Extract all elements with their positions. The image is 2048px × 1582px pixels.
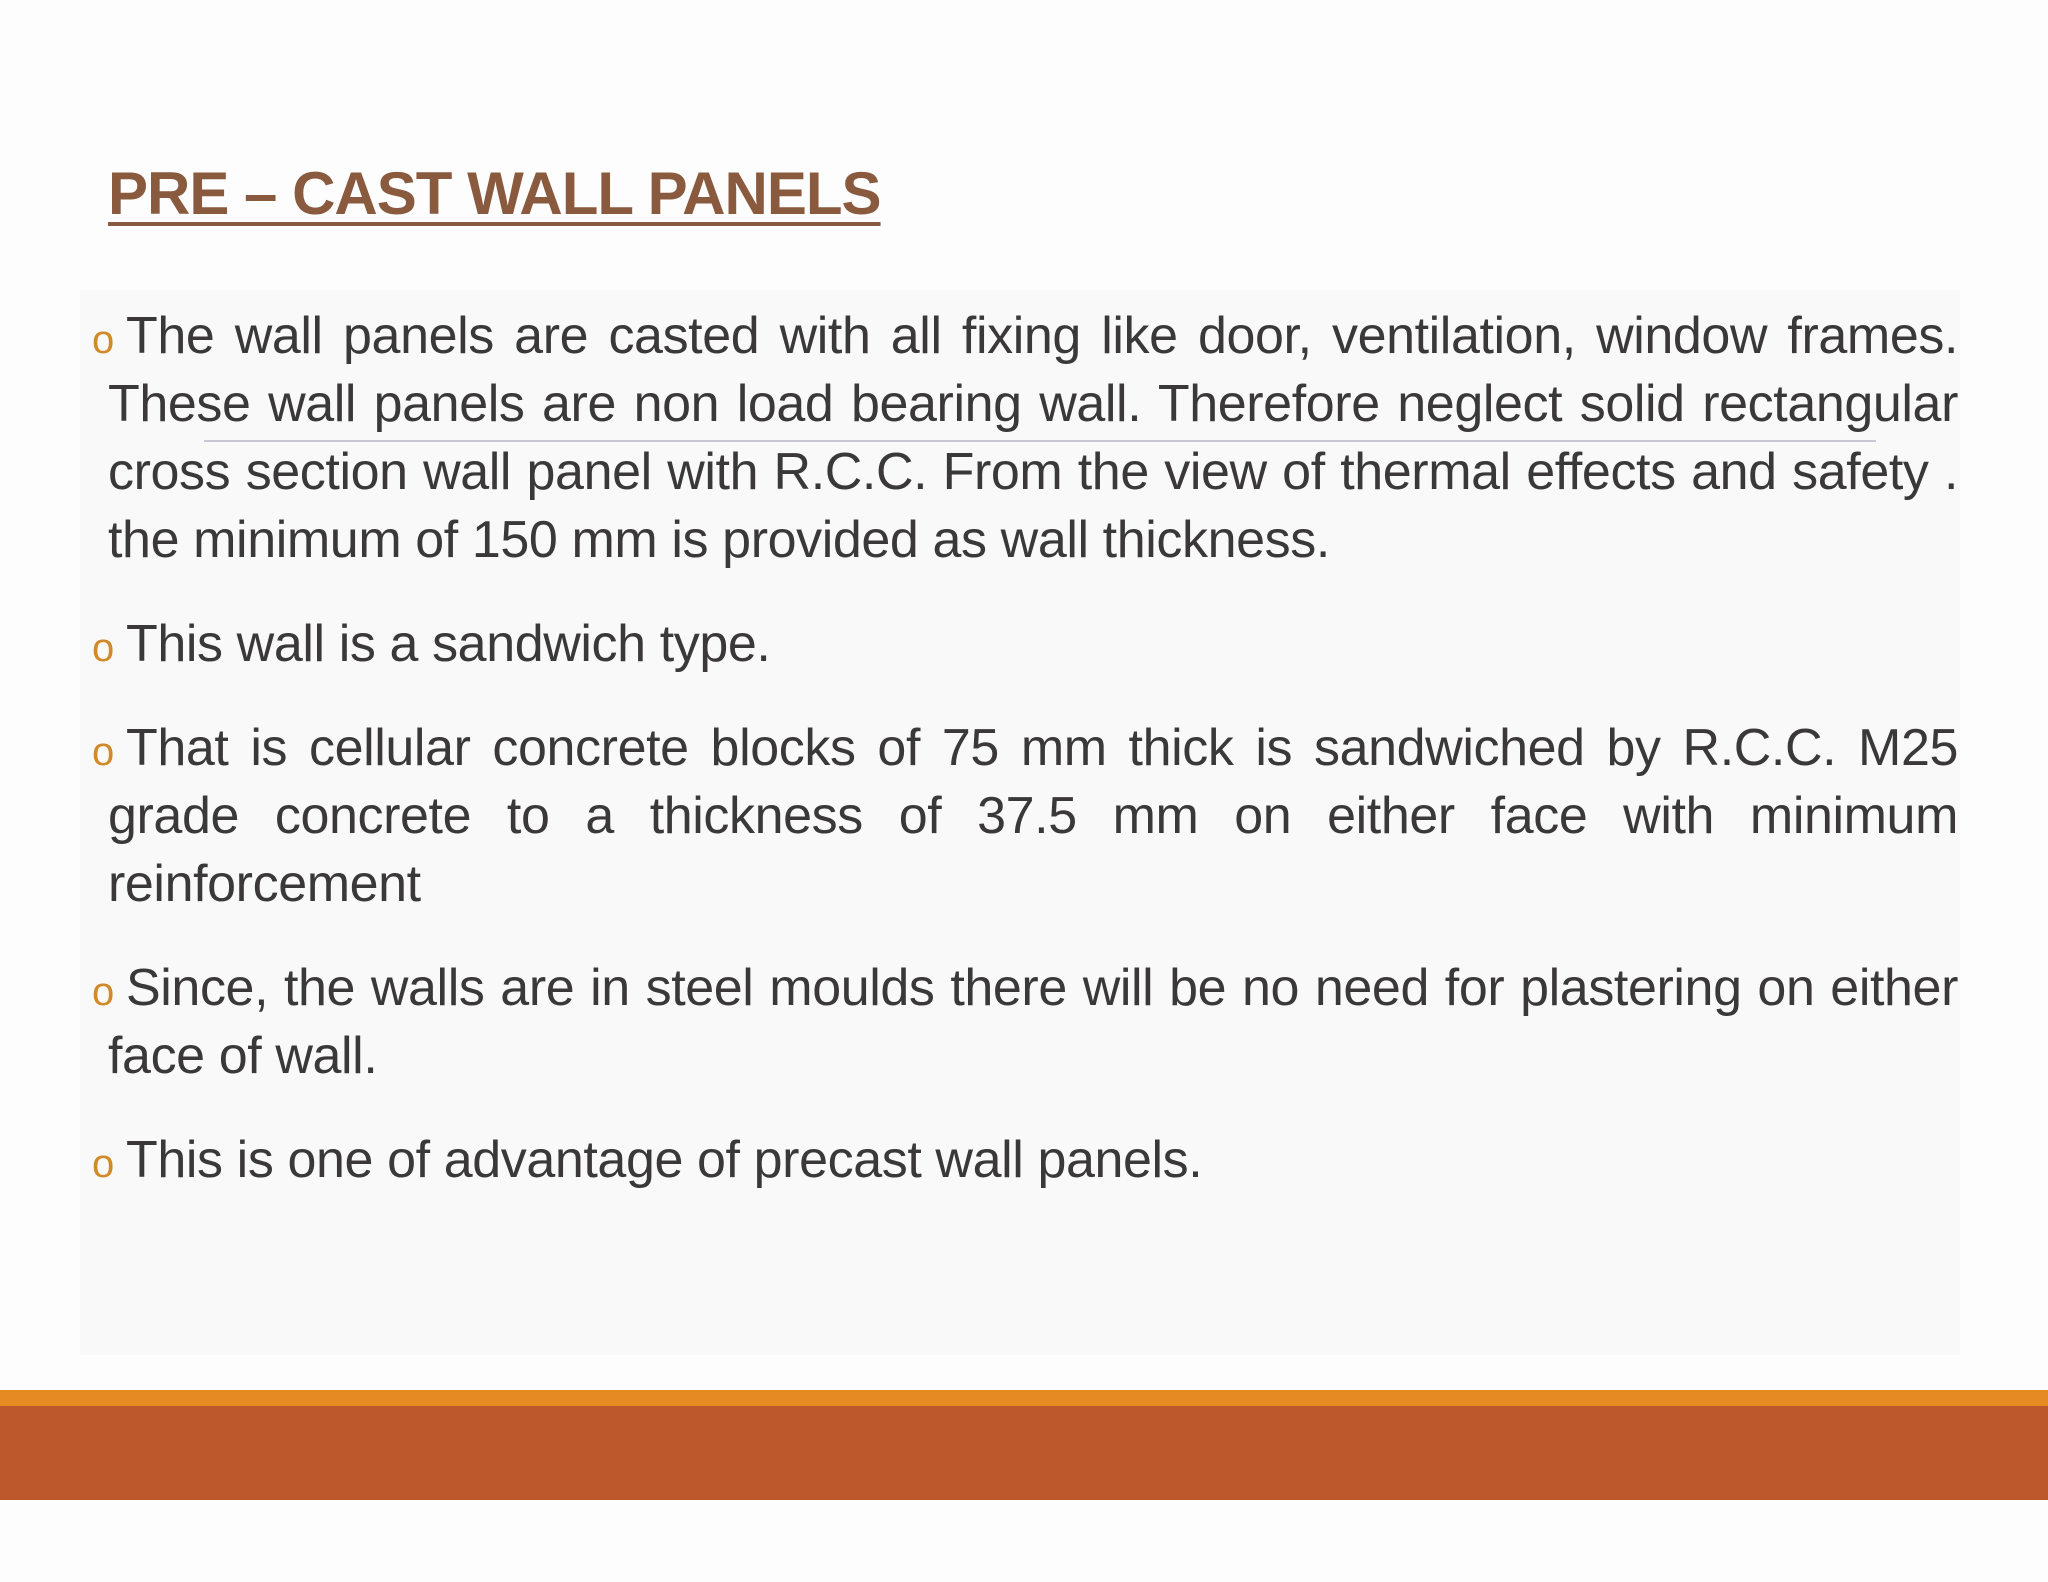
bullet-text: This is one of advantage of precast wall panels. [126,1131,1203,1189]
footer-band [0,1406,2048,1500]
bullet-text: Since, the walls are in steel moulds there will be no need for plastering on either face of wall. [108,959,1958,1085]
footer-accent-stripe [0,1390,2048,1406]
bullet-marker-icon: o [92,626,114,670]
bullet-item [92,302,1958,574]
bullet-item [92,1126,1958,1194]
bullet-item [92,714,1958,918]
bullet-text: This wall is a sandwich type. [126,615,771,673]
bullet-item [92,954,1958,1090]
bullet-marker-icon: o [92,730,114,774]
slide-title: PRE – CAST WALL PANELS [108,160,881,227]
bullet-marker-icon: o [92,318,114,362]
bullet-text: That is cellular concrete blocks of 75 mm thick is sandwiched by R.C.C. M25 grade concrete to a thickness of 37.5 mm on either face with minimum reinforcement [108,719,1958,913]
bullet-marker-icon: o [92,1142,114,1186]
bullet-item [92,610,1958,678]
annotation-rule-line [204,440,1876,442]
bullet-text: The wall panels are casted with all fixing like door, ventilation, window frames. These wall panels are non load bearing wall. Therefore neglect solid rectangular cross section wall panel with R.C.C. From the view of thermal effects and safety . the minimum of 150 mm is provided as wall thickness. [108,307,1958,569]
bullet-marker-icon: o [92,970,114,1014]
